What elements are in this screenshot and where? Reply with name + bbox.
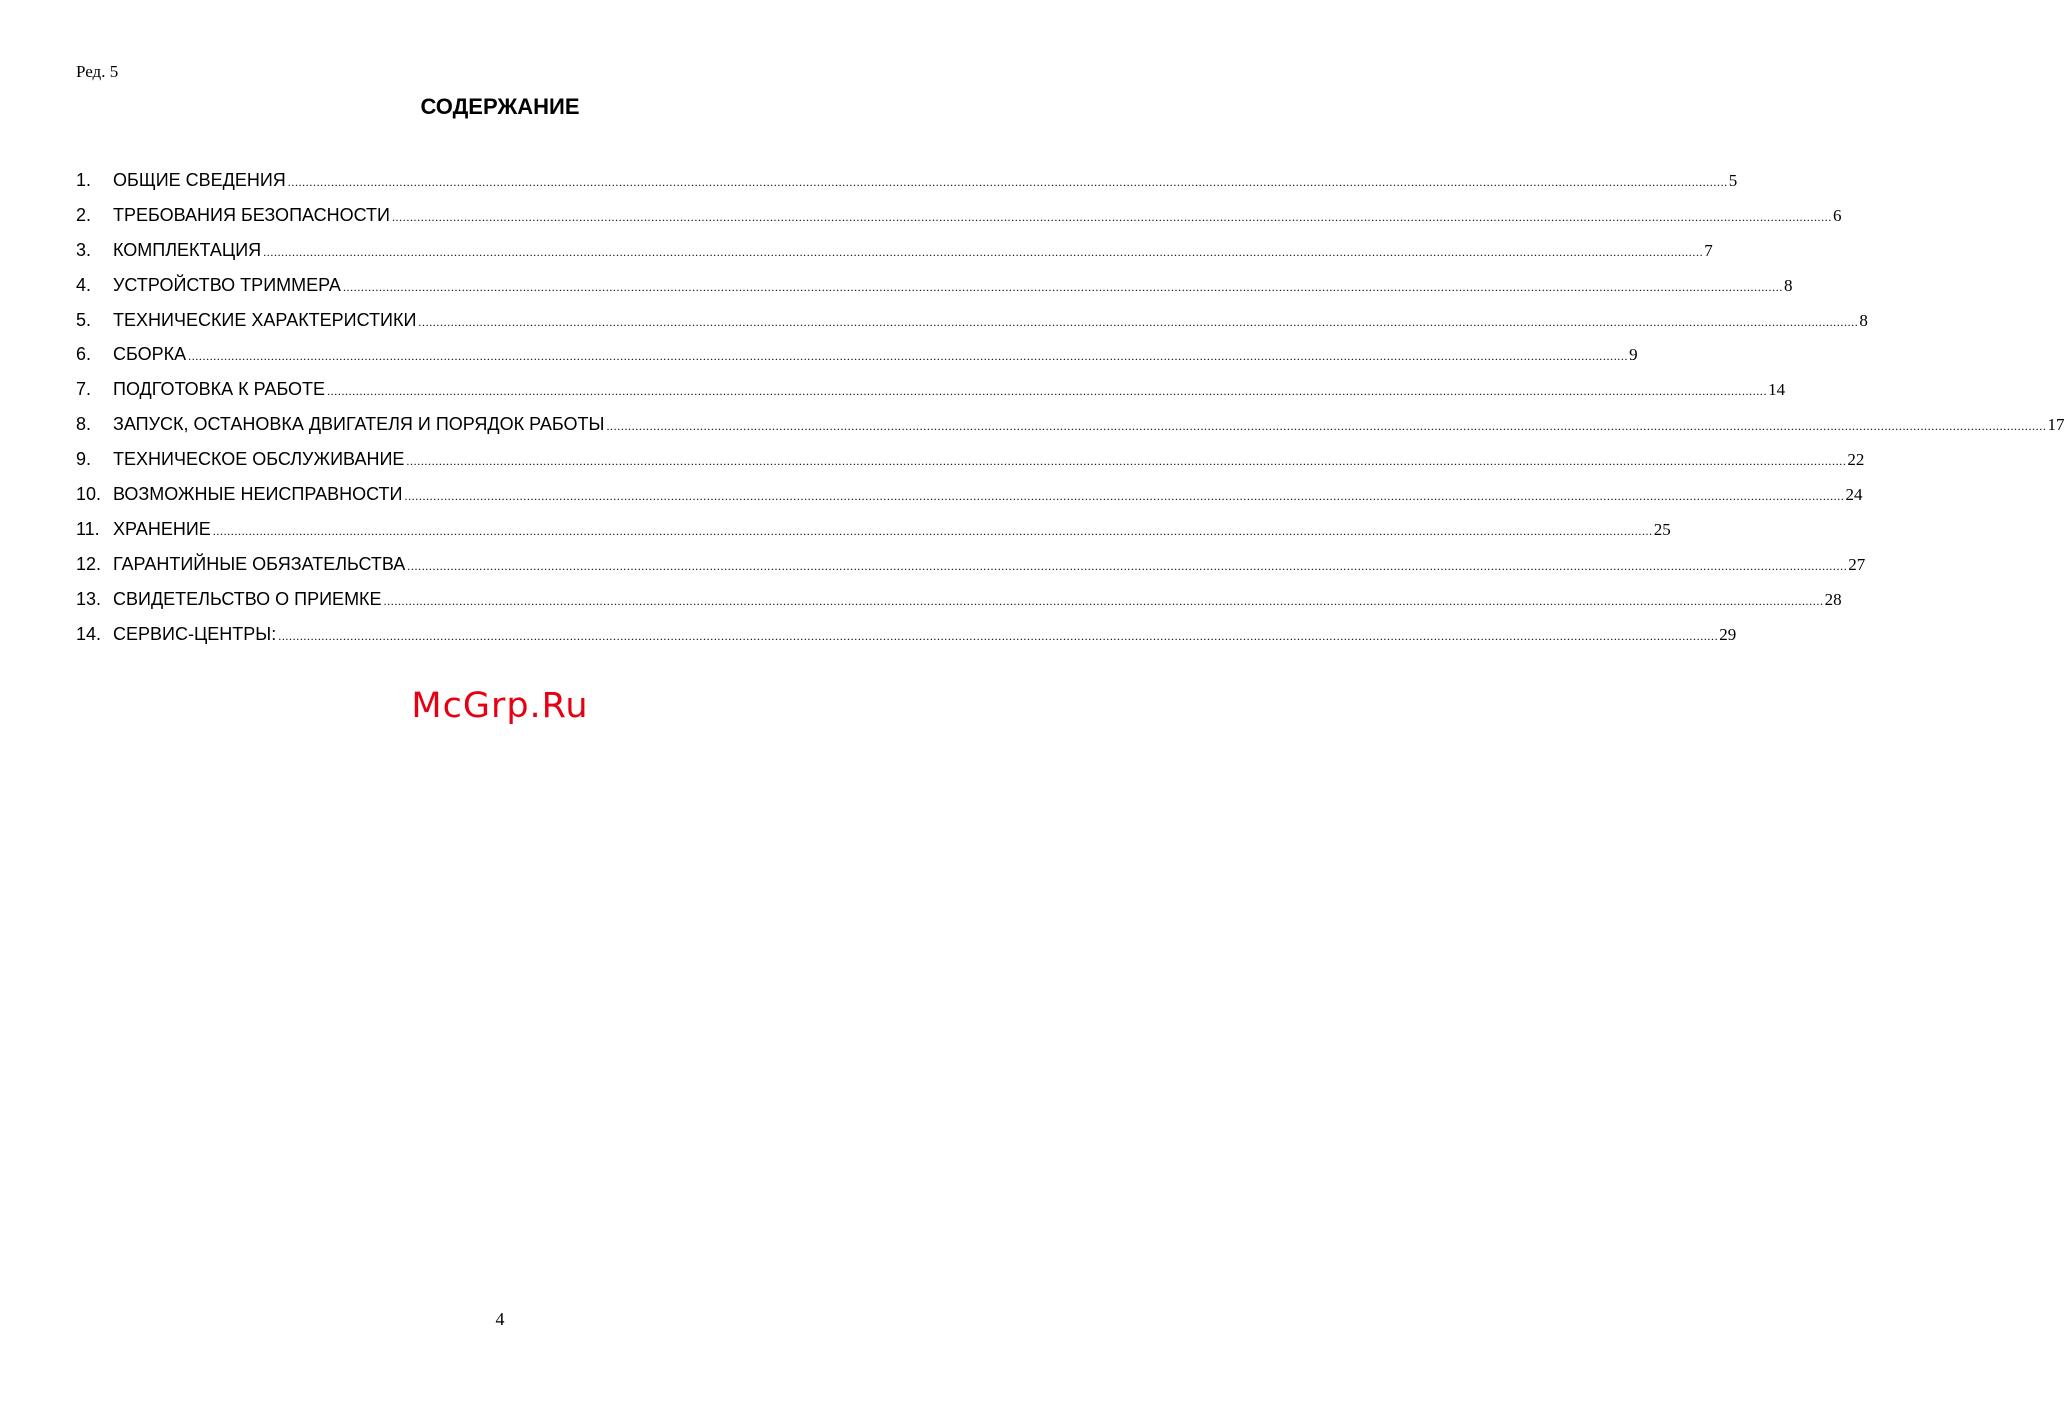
toc-entry-page: 9 (1629, 345, 1638, 365)
toc-entry-label: КОМПЛЕКТАЦИЯ (113, 239, 262, 260)
toc-entry-number: 3. (76, 239, 92, 260)
toc-entry-number: 9. (76, 449, 92, 470)
toc-entry-label: УСТРОЙСТВО ТРИММЕРА (113, 274, 341, 295)
table-of-contents (76, 170, 2064, 658)
toc-entry-10[interactable] (76, 484, 1863, 519)
toc-entry-7[interactable] (76, 379, 1786, 414)
revision-label: Ред. 5 (76, 62, 119, 81)
toc-entry-label: ХРАНЕНИЕ (113, 518, 211, 539)
toc-entry-number: 12. (76, 553, 102, 574)
toc-dot-leader: ................................................................................................................................................................................................................................................................................................................................................................................................................ (406, 454, 1847, 469)
toc-entry-label: ОБЩИЕ СВЕДЕНИЯ (113, 170, 286, 190)
toc-dot-leader: ................................................................................................................................................................................................................................................................................................................................................................................................................ (606, 419, 2047, 434)
toc-entry-14[interactable] (76, 623, 1737, 659)
toc-entry-page: 5 (1728, 171, 1738, 190)
toc-dot-leader: ................................................................................................................................................................................................................................................................................................................................................................................................................ (287, 175, 1728, 189)
toc-entry-4[interactable] (76, 274, 1793, 310)
toc-entry-page: 22 (1847, 450, 1865, 470)
toc-dot-leader: ................................................................................................................................................................................................................................................................................................................................................................................................................ (278, 628, 1719, 643)
toc-entry-9[interactable] (76, 449, 1865, 484)
toc-dot-leader: ................................................................................................................................................................................................................................................................................................................................................................................................................ (404, 489, 1845, 504)
toc-entry-2[interactable] (76, 204, 1842, 240)
toc-entry-label: ТЕХНИЧЕСКИЕ ХАРАКТЕРИСТИКИ (113, 309, 417, 330)
toc-entry-8[interactable] (76, 414, 2064, 449)
toc-entry-1[interactable] (76, 170, 1738, 205)
toc-dot-leader: ................................................................................................................................................................................................................................................................................................................................................................................................................ (391, 209, 1832, 224)
toc-entry-page: 8 (1859, 310, 1868, 330)
toc-dot-leader: ................................................................................................................................................................................................................................................................................................................................................................................................................ (327, 384, 1768, 399)
toc-entry-label: ЗАПУСК, ОСТАНОВКА ДВИГАТЕЛЯ И ПОРЯДОК РАБОТЫ (113, 414, 605, 435)
toc-entry-12[interactable] (76, 553, 1866, 589)
toc-entry-label: ГАРАНТИЙНЫЕ ОБЯЗАТЕЛЬСТВА (113, 553, 406, 574)
toc-entry-label: СЕРВИС-ЦЕНТРЫ: (113, 623, 277, 644)
toc-entry-page: 7 (1704, 240, 1713, 260)
toc-entry-5[interactable] (76, 309, 1868, 345)
toc-dot-leader: ................................................................................................................................................................................................................................................................................................................................................................................................................ (407, 558, 1848, 573)
watermark-logo: McGrp.Ru (411, 686, 589, 726)
toc-entry-number: 10. (76, 484, 102, 505)
toc-entry-number: 6. (76, 344, 92, 365)
page-title: СОДЕРЖАНИЕ (420, 94, 580, 119)
toc-entry-label: ВОЗМОЖНЫЕ НЕИСПРАВНОСТИ (113, 484, 403, 505)
toc-entry-3[interactable] (76, 239, 1713, 275)
toc-entry-13[interactable] (76, 588, 1842, 624)
toc-entry-number: 1. (76, 170, 92, 190)
toc-entry-page: 24 (1845, 485, 1863, 505)
toc-entry-number: 7. (76, 379, 92, 400)
page-number: 4 (495, 1309, 505, 1329)
toc-entry-number: 13. (76, 588, 102, 609)
toc-entry-number: 14. (76, 623, 102, 644)
toc-entry-page: 8 (1783, 275, 1793, 295)
toc-dot-leader: ................................................................................................................................................................................................................................................................................................................................................................................................................ (263, 244, 1704, 259)
toc-entry-number: 2. (76, 204, 92, 225)
toc-entry-label: ТЕХНИЧЕСКОЕ ОБСЛУЖИВАНИЕ (113, 449, 405, 470)
toc-entry-number: 4. (76, 274, 92, 295)
toc-entry-page: 29 (1719, 624, 1737, 644)
toc-dot-leader: ................................................................................................................................................................................................................................................................................................................................................................................................................ (418, 314, 1859, 329)
toc-entry-number: 5. (76, 309, 92, 330)
toc-entry-number: 8. (76, 414, 92, 435)
toc-entry-page: 6 (1832, 205, 1842, 225)
toc-dot-leader: ................................................................................................................................................................................................................................................................................................................................................................................................................ (212, 523, 1653, 538)
toc-entry-label: СБОРКА (113, 344, 187, 365)
toc-dot-leader: ................................................................................................................................................................................................................................................................................................................................................................................................................ (188, 349, 1629, 364)
toc-entry-page: 17 (2047, 415, 2064, 435)
toc-dot-leader: ................................................................................................................................................................................................................................................................................................................................................................................................................ (342, 279, 1783, 294)
toc-entry-page: 14 (1768, 380, 1786, 400)
toc-entry-page: 27 (1848, 554, 1866, 574)
toc-entry-11[interactable] (76, 518, 1671, 554)
toc-entry-page: 25 (1653, 519, 1671, 539)
toc-entry-number: 11. (76, 518, 100, 539)
toc-entry-label: ТРЕБОВАНИЯ БЕЗОПАСНОСТИ (113, 204, 390, 225)
toc-entry-label: СВИДЕТЕЛЬСТВО О ПРИЕМКЕ (113, 588, 382, 609)
toc-entry-label: ПОДГОТОВКА К РАБОТЕ (113, 379, 326, 400)
toc-dot-leader: ................................................................................................................................................................................................................................................................................................................................................................................................................ (383, 593, 1824, 608)
toc-entry-6[interactable] (76, 344, 1638, 379)
toc-entry-page: 28 (1824, 589, 1842, 609)
